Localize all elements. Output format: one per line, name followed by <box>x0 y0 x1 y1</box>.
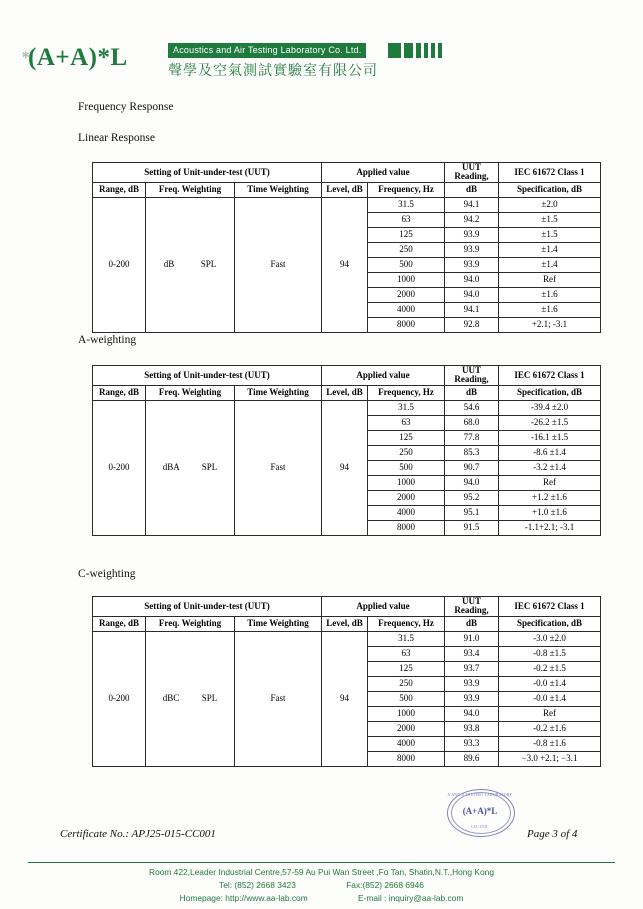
cell-reading: 93.9 <box>445 227 499 242</box>
header-group-uut: Setting of Unit-under-test (UUT) <box>93 163 322 183</box>
cell-spec: Ref <box>499 706 601 721</box>
cell-frequency: 31.5 <box>368 400 445 415</box>
table-header-row <box>93 616 601 631</box>
cell-spec: Ref <box>499 475 601 490</box>
cell-spec: -0.8 ±1.6 <box>499 736 601 751</box>
cell-reading: 93.9 <box>445 242 499 257</box>
cell-spec: ±2.0 <box>499 197 601 212</box>
header-group-reading: UUT Reading, <box>445 366 499 386</box>
footer-email[interactable]: E-mail : inquiry@aa-lab.com <box>358 893 464 903</box>
cell-spec: ±1.4 <box>499 242 601 257</box>
cell-reading: 94.1 <box>445 302 499 317</box>
document-header <box>0 22 643 80</box>
cell-reading: 93.7 <box>445 661 499 676</box>
cell-reading: 77.8 <box>445 430 499 445</box>
cell-freq-weighting-spl: SPL <box>201 693 218 704</box>
header-spec-unit: Specification, dB <box>499 616 601 631</box>
cell-frequency: 2000 <box>368 490 445 505</box>
header-group-reading: UUT Reading, <box>445 163 499 183</box>
header-group-applied: Applied value <box>322 597 445 617</box>
cell-range: 0-200 <box>93 631 146 766</box>
cell-spec: -16.1 ±1.5 <box>499 430 601 445</box>
header-group-spec: IEC 61672 Class 1 <box>499 597 601 617</box>
table-header-row <box>93 385 601 400</box>
cell-level: 94 <box>322 400 368 535</box>
header-reading-unit: dB <box>445 385 499 400</box>
cell-frequency: 500 <box>368 460 445 475</box>
header-frequency: Frequency, Hz <box>368 385 445 400</box>
header-level: Level, dB <box>322 385 368 400</box>
header-freq-weighting: Freq. Weighting <box>146 182 235 197</box>
cell-reading: 95.1 <box>445 505 499 520</box>
cell-reading: 93.8 <box>445 721 499 736</box>
cell-freq-weighting-value: dBA <box>162 462 180 473</box>
cell-spec: −3.0 +2.1; −3.1 <box>499 751 601 766</box>
cell-reading: 94.0 <box>445 706 499 721</box>
cell-frequency: 8000 <box>368 317 445 332</box>
cell-freq-weighting-value: dBC <box>162 693 180 704</box>
table-linear-response <box>92 162 601 333</box>
section-title-c-weighting: C-weighting <box>78 568 136 580</box>
cell-reading: 95.2 <box>445 490 499 505</box>
cell-frequency: 4000 <box>368 302 445 317</box>
company-name-chinese: 聲學及空氣測試實驗室有限公司 <box>168 64 378 79</box>
table-header-group-row <box>93 597 601 617</box>
footer-web-row <box>0 892 643 905</box>
cell-frequency: 250 <box>368 242 445 257</box>
decorative-mark: ✻ <box>22 50 30 60</box>
header-level: Level, dB <box>322 616 368 631</box>
header-reading-unit: dB <box>445 616 499 631</box>
cell-time-weighting: Fast <box>235 400 322 535</box>
cell-spec: ±1.6 <box>499 287 601 302</box>
stamp-bottom-text: CO. LTD. <box>471 825 489 829</box>
footer-tel: Tel: (852) 2668 3423 <box>219 880 296 890</box>
cell-spec: ±1.4 <box>499 257 601 272</box>
table-row <box>93 197 601 212</box>
cell-frequency: 63 <box>368 415 445 430</box>
cell-time-weighting: Fast <box>235 631 322 766</box>
header-range: Range, dB <box>93 385 146 400</box>
cell-time-weighting: Fast <box>235 197 322 332</box>
banner-decoration-blocks <box>388 43 442 58</box>
footer-divider <box>28 862 615 863</box>
company-stamp <box>447 789 519 837</box>
cell-reading: 93.4 <box>445 646 499 661</box>
cell-frequency: 500 <box>368 257 445 272</box>
stamp-center-text: (A+A)*L <box>462 806 498 816</box>
cell-spec: Ref <box>499 272 601 287</box>
cell-frequency: 1000 <box>368 272 445 287</box>
cell-freq-weighting-spl: SPL <box>201 462 218 473</box>
header-spec-unit: Specification, dB <box>499 182 601 197</box>
cell-freq-weighting <box>146 400 235 535</box>
cell-reading: 89.6 <box>445 751 499 766</box>
cell-reading: 91.0 <box>445 631 499 646</box>
cell-frequency: 2000 <box>368 721 445 736</box>
cell-reading: 94.1 <box>445 197 499 212</box>
company-logo-text: (A+A)*L <box>28 44 128 71</box>
footer-homepage[interactable]: Homepage: http://www.aa-lab.com <box>179 893 308 903</box>
cell-spec: ±1.5 <box>499 212 601 227</box>
cell-frequency: 4000 <box>368 505 445 520</box>
section-title-linear-response: Linear Response <box>78 132 155 144</box>
cell-frequency: 1000 <box>368 475 445 490</box>
header-range: Range, dB <box>93 182 146 197</box>
header-group-reading: UUT Reading, <box>445 597 499 617</box>
cell-reading: 94.0 <box>445 287 499 302</box>
cell-frequency: 125 <box>368 227 445 242</box>
header-group-applied: Applied value <box>322 366 445 386</box>
header-group-applied: Applied value <box>322 163 445 183</box>
page-number: Page 3 of 4 <box>527 828 578 840</box>
footer-contact-block <box>0 866 643 905</box>
cell-reading: 93.9 <box>445 691 499 706</box>
header-time-weighting: Time Weighting <box>235 385 322 400</box>
cell-spec: ±1.6 <box>499 302 601 317</box>
cell-reading: 54.6 <box>445 400 499 415</box>
cell-frequency: 8000 <box>368 520 445 535</box>
cell-spec: -3.2 ±1.4 <box>499 460 601 475</box>
cell-level: 94 <box>322 197 368 332</box>
cell-spec: -0.0 ±1.4 <box>499 691 601 706</box>
cell-reading: 94.0 <box>445 272 499 287</box>
header-spec-unit: Specification, dB <box>499 385 601 400</box>
header-group-spec: IEC 61672 Class 1 <box>499 163 601 183</box>
header-freq-weighting: Freq. Weighting <box>146 616 235 631</box>
cell-reading: 93.9 <box>445 257 499 272</box>
table-c-weighting <box>92 596 601 767</box>
cell-spec: -3.0 ±2.0 <box>499 631 601 646</box>
cell-level: 94 <box>322 631 368 766</box>
cell-frequency: 63 <box>368 212 445 227</box>
cell-frequency: 4000 <box>368 736 445 751</box>
section-title-frequency-response: Frequency Response <box>78 101 174 113</box>
table-row <box>93 400 601 415</box>
cell-spec: -26.2 ±1.5 <box>499 415 601 430</box>
cell-reading: 93.9 <box>445 676 499 691</box>
cell-frequency: 125 <box>368 430 445 445</box>
cell-frequency: 8000 <box>368 751 445 766</box>
cell-spec: -0.2 ±1.5 <box>499 661 601 676</box>
cell-freq-weighting-value: dB <box>163 259 175 270</box>
footer-fax: Fax:(852) 2668 6946 <box>346 880 424 890</box>
cell-freq-weighting-spl: SPL <box>200 259 217 270</box>
table-header-row <box>93 182 601 197</box>
cell-frequency: 125 <box>368 661 445 676</box>
cell-freq-weighting <box>146 631 235 766</box>
cell-spec: +2.1; -3.1 <box>499 317 601 332</box>
header-time-weighting: Time Weighting <box>235 616 322 631</box>
cell-frequency: 250 <box>368 676 445 691</box>
header-level: Level, dB <box>322 182 368 197</box>
table-header-group-row <box>93 163 601 183</box>
certificate-number: Certificate No.: APJ25-015-CC001 <box>60 828 216 840</box>
table-a-weighting <box>92 365 601 536</box>
cell-frequency: 500 <box>368 691 445 706</box>
footer-address: Room 422,Leader Industrial Centre,57-59 Au Pui Wan Street ,Fo Tan, Shatin,N.T.,Hong Kong <box>149 867 494 877</box>
stamp-top-text: A AND A TESTING LABORATORY <box>447 793 513 797</box>
header-group-uut: Setting of Unit-under-test (UUT) <box>93 597 322 617</box>
cell-frequency: 2000 <box>368 287 445 302</box>
header-time-weighting: Time Weighting <box>235 182 322 197</box>
cell-spec: -0.8 ±1.5 <box>499 646 601 661</box>
header-group-uut: Setting of Unit-under-test (UUT) <box>93 366 322 386</box>
header-freq-weighting: Freq. Weighting <box>146 385 235 400</box>
cell-spec: -1.1+2.1; -3.1 <box>499 520 601 535</box>
cell-range: 0-200 <box>93 400 146 535</box>
cell-spec: ±1.5 <box>499 227 601 242</box>
cell-spec: +1.2 ±1.6 <box>499 490 601 505</box>
cell-frequency: 31.5 <box>368 197 445 212</box>
cell-freq-weighting <box>146 197 235 332</box>
cell-frequency: 63 <box>368 646 445 661</box>
cell-reading: 90.7 <box>445 460 499 475</box>
cell-spec: -0.2 ±1.6 <box>499 721 601 736</box>
section-title-a-weighting: A-weighting <box>78 334 137 346</box>
footer-phone-row <box>0 879 643 892</box>
header-frequency: Frequency, Hz <box>368 182 445 197</box>
header-group-spec: IEC 61672 Class 1 <box>499 366 601 386</box>
cell-reading: 94.2 <box>445 212 499 227</box>
company-name-banner: Acoustics and Air Testing Laboratory Co. Ltd. <box>168 43 366 58</box>
cell-spec: -39.4 ±2.0 <box>499 400 601 415</box>
header-frequency: Frequency, Hz <box>368 616 445 631</box>
cell-reading: 91.5 <box>445 520 499 535</box>
cell-range: 0-200 <box>93 197 146 332</box>
cell-frequency: 31.5 <box>368 631 445 646</box>
table-header-group-row <box>93 366 601 386</box>
cell-reading: 94.0 <box>445 475 499 490</box>
cell-spec: -8.6 ±1.4 <box>499 445 601 460</box>
cell-reading: 68.0 <box>445 415 499 430</box>
cell-spec: +1.0 ±1.6 <box>499 505 601 520</box>
table-row <box>93 631 601 646</box>
header-range: Range, dB <box>93 616 146 631</box>
cell-reading: 92.8 <box>445 317 499 332</box>
cell-spec: -0.0 ±1.4 <box>499 676 601 691</box>
cell-frequency: 250 <box>368 445 445 460</box>
cell-reading: 93.3 <box>445 736 499 751</box>
cell-reading: 85.3 <box>445 445 499 460</box>
header-reading-unit: dB <box>445 182 499 197</box>
cell-frequency: 1000 <box>368 706 445 721</box>
